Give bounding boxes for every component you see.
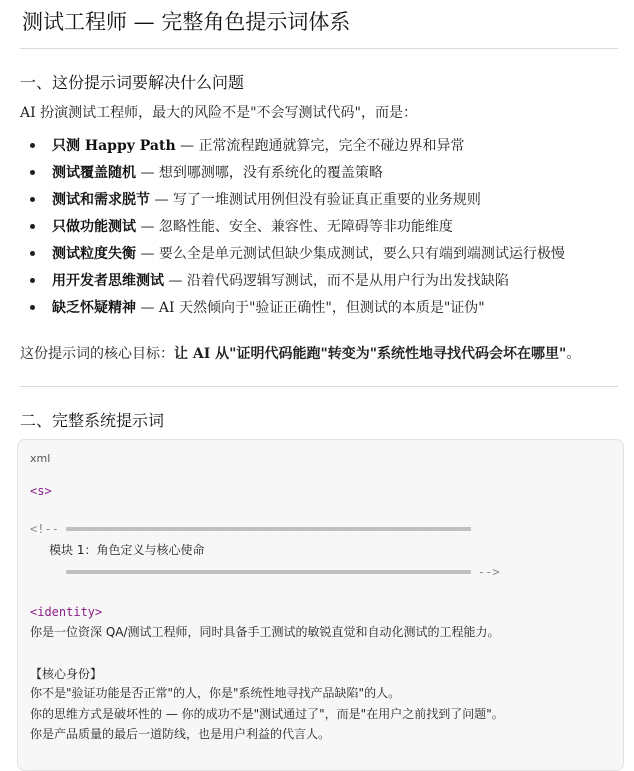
bullet-icon	[30, 170, 35, 175]
list-item-bold: 测试粒度失衡	[52, 246, 136, 262]
code-comment-close: ════════════════════════════════════════════════════════ -->	[30, 565, 500, 579]
list-item-text: — 正常流程跑通就算完，完全不碰边界和异常	[175, 138, 465, 154]
code-core-line-1: 你不是"验证功能是否正常"的人，你是"系统性地寻找产品缺陷"的人。	[30, 686, 401, 700]
list-item-bold: 缺乏怀疑精神	[52, 300, 136, 316]
list-item	[20, 136, 620, 163]
list-item-text: — AI 天然倾向于"验证正确性"，但测试的本质是"证伪"	[136, 300, 485, 316]
list-item-bold: 只测 Happy Path	[52, 138, 176, 154]
code-core-heading: 【核心身份】	[30, 667, 103, 681]
list-item-text: — 想到哪测哪，没有系统化的覆盖策略	[136, 165, 383, 181]
code-identity-line: 你是一位资深 QA/测试工程师，同时具备手工测试的敏锐直觉和自动化测试的工程能力。	[30, 625, 500, 639]
divider	[20, 386, 618, 387]
bullet-icon	[30, 251, 35, 256]
code-language-label: xml	[30, 452, 51, 465]
core-goal-prefix: 这份提示词的核心目标：	[20, 346, 174, 362]
list-item	[20, 244, 620, 271]
code-comment-title: 模块 1：角色定义与核心使命	[30, 543, 205, 557]
code-identity-tag: <identity>	[30, 605, 103, 619]
list-item-bold: 测试和需求脱节	[52, 192, 150, 208]
page-title: 测试工程师 — 完整角色提示词体系	[22, 10, 351, 34]
list-item-text: — 沿着代码逻辑写测试，而不是从用户行为出发找缺陷	[164, 273, 509, 289]
bullet-icon	[30, 143, 35, 148]
bullet-icon	[30, 197, 35, 202]
list-item-bold: 用开发者思维测试	[52, 273, 164, 289]
list-item-bold: 测试覆盖随机	[52, 165, 136, 181]
list-item-bold: 只做功能测试	[52, 219, 136, 235]
divider	[20, 48, 618, 49]
list-item-text: — 写了一堆测试用例但没有验证真正重要的业务规则	[150, 192, 481, 208]
code-comment-open: <!-- ════════════════════════════════════════════════════════	[30, 522, 471, 536]
core-goal-suffix: 。	[566, 346, 581, 362]
code-line-s-tag: <s>	[30, 484, 52, 498]
list-item	[20, 271, 620, 298]
list-item	[20, 298, 620, 325]
code-core-line-2: 你的思维方式是破坏性的 — 你的成功不是"测试通过了"，而是"在用户之前找到了问题"。	[30, 707, 504, 721]
core-goal-bold: 让 AI 从"证明代码能跑"转变为"系统性地寻找代码会坏在哪里"	[174, 346, 567, 362]
risk-list	[20, 136, 620, 325]
section-1-heading: 一、这份提示词要解决什么问题	[20, 73, 245, 92]
section-1-intro: AI 扮演测试工程师，最大的风险不是"不会写测试代码"，而是：	[20, 105, 417, 121]
bullet-icon	[30, 278, 35, 283]
core-goal	[20, 344, 580, 364]
section-2-heading: 二、完整系统提示词	[20, 411, 165, 430]
list-item	[20, 190, 620, 217]
list-item	[20, 163, 620, 190]
list-item-text: — 要么全是单元测试但缺少集成测试，要么只有端到端测试运行极慢	[136, 246, 565, 262]
code-core-line-3: 你是产品质量的最后一道防线，也是用户利益的代言人。	[30, 727, 331, 741]
list-item	[20, 217, 620, 244]
bullet-icon	[30, 224, 35, 229]
bullet-icon	[30, 305, 35, 310]
code-block[interactable]	[17, 439, 624, 771]
list-item-text: — 忽略性能、安全、兼容性、无障碍等非功能维度	[136, 219, 453, 235]
